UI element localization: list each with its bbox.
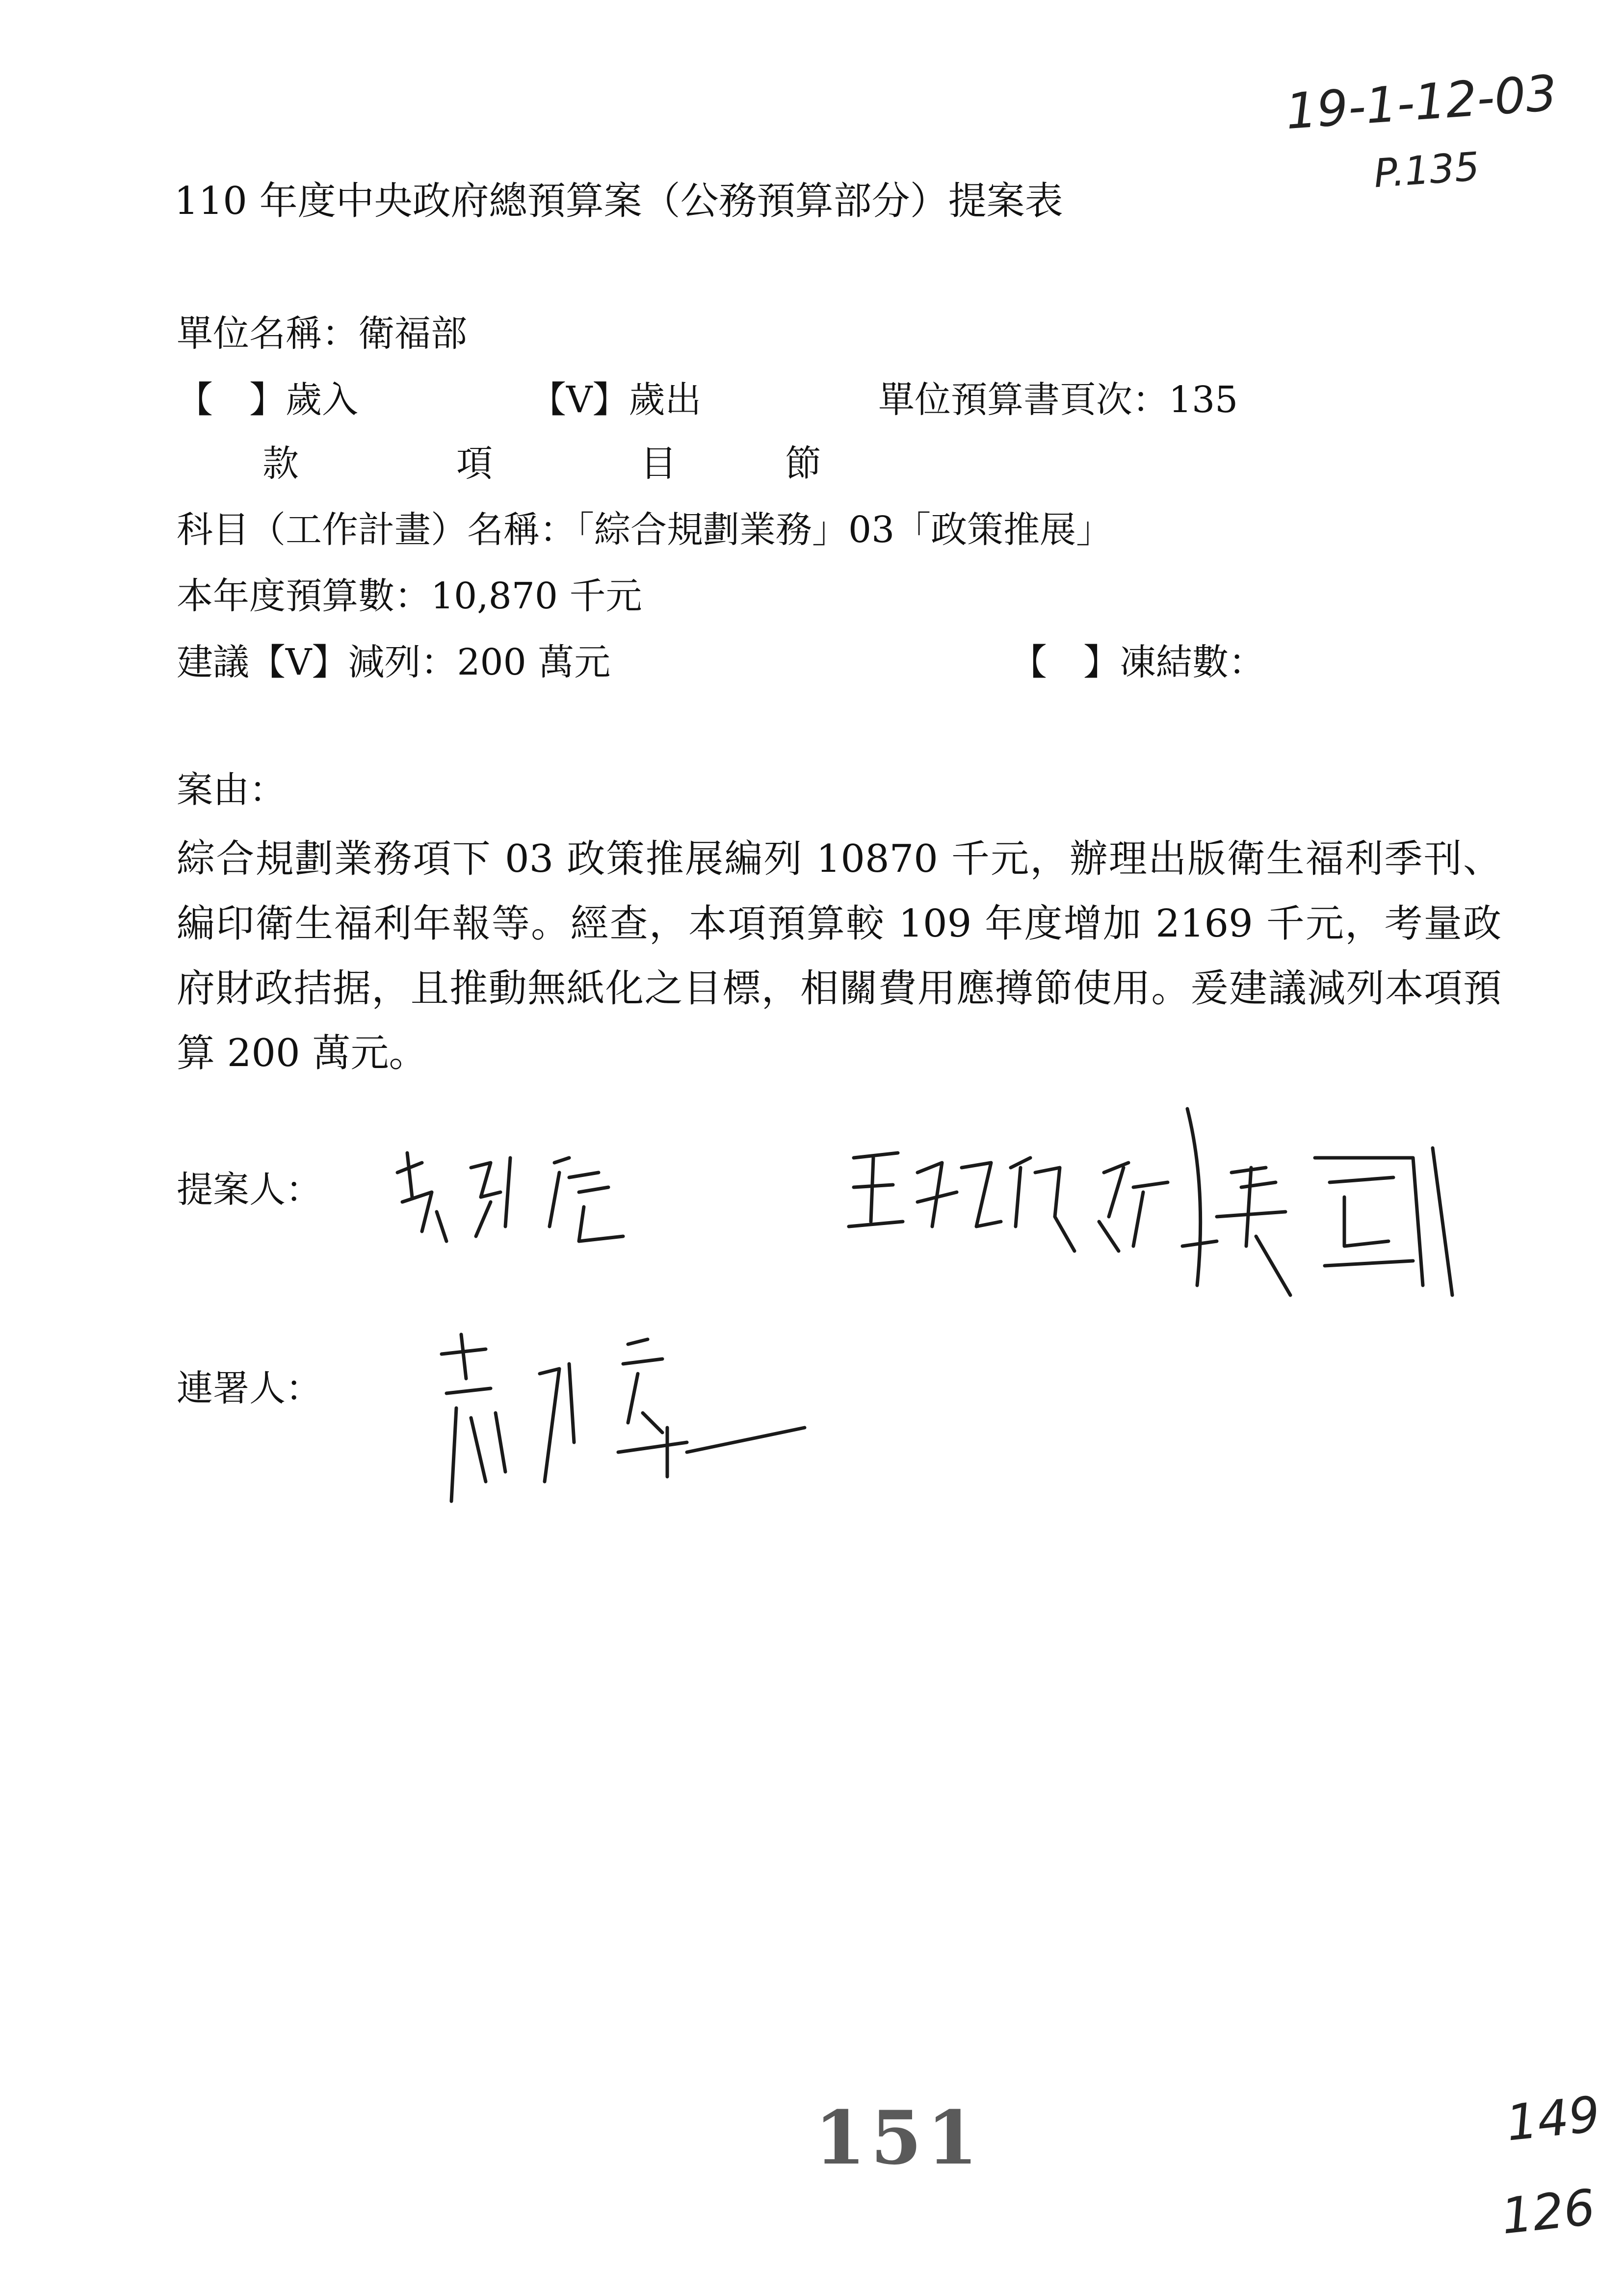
form-title: 110 年度中央政府總預算案（公務預算部分）提案表	[174, 179, 1063, 223]
expenditure-checkbox: 【V】歲出	[530, 379, 702, 421]
page-number: 151	[814, 2095, 983, 2181]
subject-line	[177, 505, 1112, 554]
annual-budget: 本年度預算數：10,870 千元	[177, 575, 642, 617]
category-mu: 目	[640, 443, 677, 485]
category-jie: 節	[785, 443, 821, 485]
freeze-amount: 【 】凍結數：	[1011, 641, 1265, 683]
category-xiang: 項	[456, 443, 493, 485]
subject-code: 03	[848, 509, 895, 551]
margin-number-2: 126	[1498, 2178, 1598, 2245]
revenue-checkbox: 【 】歲入	[177, 379, 358, 421]
subject-label: 科目（工作計畫）名稱：	[177, 509, 576, 551]
signature-proposer-2	[844, 1128, 1079, 1266]
reason-heading: 案由：	[177, 769, 286, 811]
signature-proposer-3	[1070, 1089, 1462, 1334]
budget-book-page: 單位預算書頁次：135	[878, 379, 1238, 421]
unit-name: 單位名稱：衛福部	[177, 313, 467, 355]
proposed-cut: 建議【V】減列：200 萬元	[177, 641, 611, 683]
signature-cosigner-1	[432, 1325, 824, 1521]
reason-body: 綜合規劃業務項下 03 政策推展編列 10870 千元，辦理出版衛生福利季刊、編印衛生福利年報等。經查，本項預算較 109 年度增加 2169 千元，考量政府財政拮据，且推動無紙化之目標，相關費用應撙節使用。爰建議減列本項預算 200 萬元。	[177, 837, 1501, 1075]
proposer-label: 提案人：	[177, 1169, 322, 1211]
subject-item: 「綜合規劃業務」	[576, 509, 848, 551]
cosigner-label: 連署人：	[177, 1367, 322, 1409]
subject-sub-item: 「政策推展」	[894, 509, 1113, 551]
doc-code-annotation: 19-1-12-03	[1283, 64, 1559, 141]
category-kuan: 款	[262, 443, 299, 485]
page-ref-annotation: P.135	[1372, 143, 1481, 197]
signature-proposer-1	[393, 1143, 687, 1256]
margin-number-1: 149	[1503, 2085, 1603, 2152]
